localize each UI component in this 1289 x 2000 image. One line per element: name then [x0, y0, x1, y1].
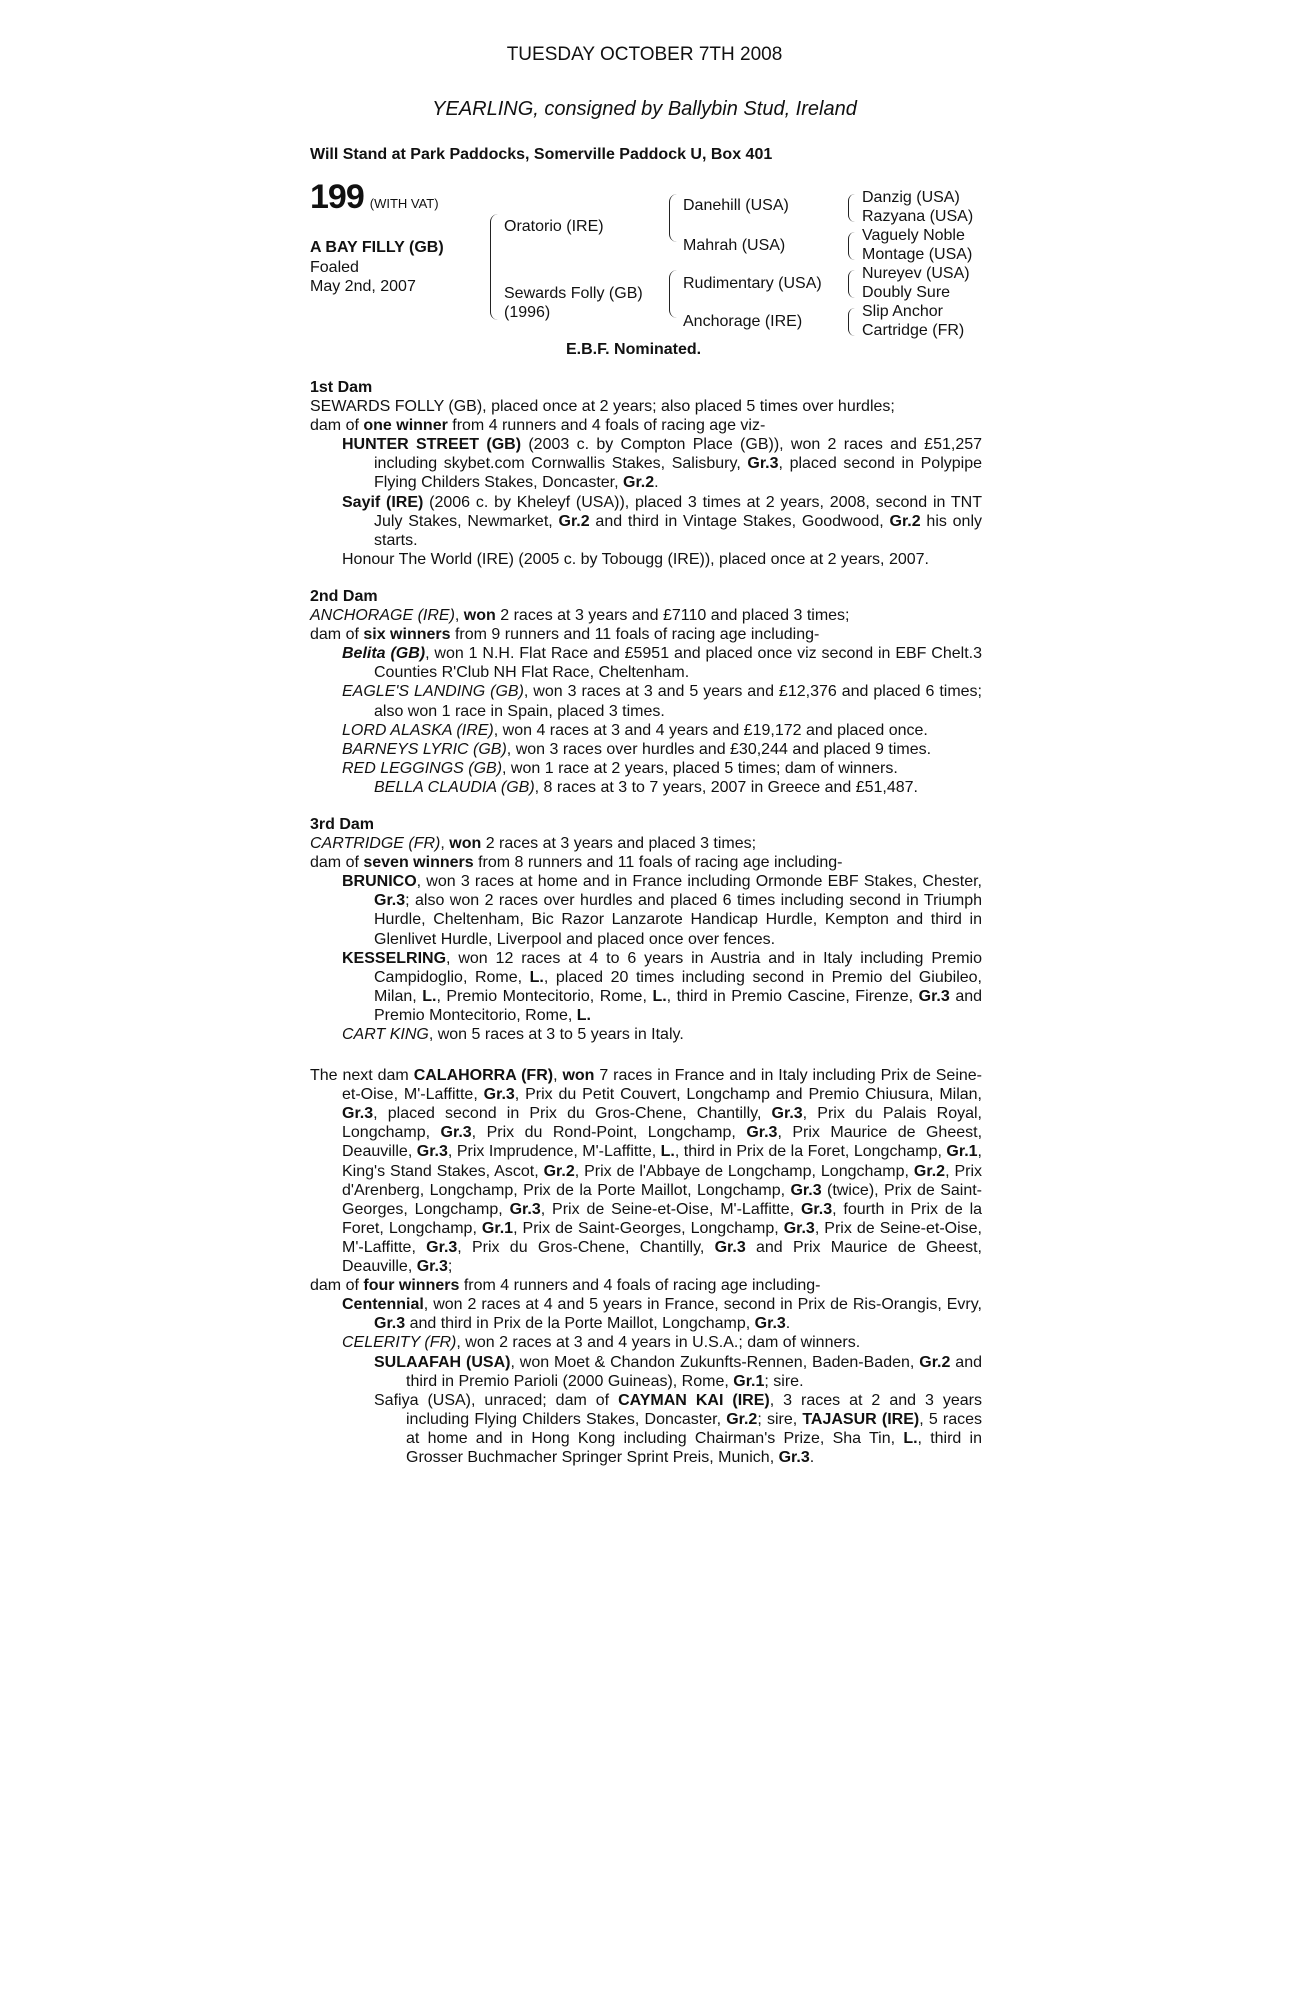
second-dam-summary: dam of six winners from 9 runners and 11 foals of racing age including- — [310, 626, 820, 644]
produce-entry: Centennial, won 2 races at 4 and 5 years in France, second in Prix de Ris-Orangis, Evry, Gr.3 and third in Prix de la Porte Maillot, Longchamp, Gr.3. — [342, 1296, 982, 1333]
pedigree-brace-main — [490, 214, 499, 320]
produce-entry: BRUNICO, won 3 races at home and in France including Ormonde EBF Stakes, Chester, Gr.3; also won 2 races over hurdles and placed 6 times including second in Triumph Hurdle, Cheltenham, Bic Razor Lanzarote Handicap Hurdle, Kempton and third in Glenlivet Hurdle, Liverpool and placed once over fences. — [342, 873, 982, 948]
pedigree-g7: Slip Anchor — [862, 303, 943, 320]
pedigree-dam-dam: Anchorage (IRE) — [683, 313, 803, 330]
grand-produce-entry: Safiya (USA), unraced; dam of CAYMAN KAI (IRE), 3 races at 2 and 3 years including Flying Childers Stakes, Doncaster, Gr.2; sire, TAJASUR (IRE), 5 races at home and in Hong Kong including Chairman's Prize, Sha Tin, L., third in Grosser Buchmacher Springer Sprint Preis, Munich, Gr.3. — [374, 1391, 982, 1466]
produce-entry: Sayif (IRE) (2006 c. by Kheleyf (USA)), placed 3 times at 2 years, 2008, second in TNT July Stakes, Newmarket, Gr.2 and third in Vintage Stakes, Goodwood, Gr.2 his only starts. — [342, 493, 983, 549]
produce-record — [310, 378, 982, 1467]
produce-entry: HUNTER STREET (GB) (2003 c. by Compton Place (GB)), won 2 races and £51,257 including skybet.com Cornwallis Stakes, Salisbury, Gr.3, placed second in Polypipe Flying Childers Stakes, Doncaster, Gr.2. — [342, 436, 983, 492]
consignment-line: YEARLING, consigned by Ballybin Stud, Ireland — [432, 98, 857, 120]
produce-entry: LORD ALASKA (IRE), won 4 races at 3 and 4 years and £19,172 and placed once. — [342, 721, 928, 739]
pedigree-g3: Vaguely Noble — [862, 227, 965, 244]
sale-date: TUESDAY OCTOBER 7TH 2008 — [506, 44, 783, 65]
pedigree-g5: Nureyev (USA) — [862, 265, 970, 282]
first-dam-summary: dam of one winner from 4 runners and 4 foals of racing age viz- — [310, 417, 766, 435]
vat-note: (WITH VAT) — [369, 196, 439, 211]
pedigree-sire: Oratorio (IRE) — [504, 218, 604, 235]
second-dam-heading: 2nd Dam — [310, 587, 378, 605]
pedigree-brace-g2 — [848, 232, 855, 260]
pedigree-g4: Montage (USA) — [862, 246, 973, 263]
pedigree-brace-g1 — [848, 194, 855, 222]
produce-entry: RED LEGGINGS (GB), won 1 race at 2 years, placed 5 times; dam of winners. — [342, 759, 898, 777]
pedigree-brace-g4 — [848, 308, 855, 336]
first-dam-line: SEWARDS FOLLY (GB), placed once at 2 years; also placed 5 times over hurdles; — [310, 398, 895, 416]
pedigree-sire-dam: Mahrah (USA) — [683, 237, 786, 254]
pedigree-g2: Razyana (USA) — [862, 208, 974, 225]
produce-entry: BARNEYS LYRIC (GB), won 3 races over hurdles and £30,244 and placed 9 times. — [342, 740, 932, 758]
second-dam-line: ANCHORAGE (IRE), won 2 races at 3 years and £7110 and placed 3 times; — [310, 607, 850, 625]
produce-entry: Belita (GB), won 1 N.H. Flat Race and £5951 and placed once viz second in EBF Chelt.3 Counties R'Club NH Flat Race, Cheltenham. — [342, 645, 983, 682]
section-gap — [310, 1044, 982, 1062]
pedigree-brace-sire — [669, 194, 677, 242]
pedigree-g1: Danzig (USA) — [862, 189, 960, 206]
stand-location: Will Stand at Park Paddocks, Somerville Paddock U, Box 401 — [310, 146, 773, 163]
next-dam-summary: dam of four winners from 4 runners and 4 foals of racing age including- — [310, 1277, 821, 1295]
produce-entry: BELLA CLAUDIA (GB), 8 races at 3 to 7 years, 2007 in Greece and £51,487. — [374, 778, 918, 796]
third-dam-line: CARTRIDGE (FR), won 2 races at 3 years and placed 3 times; — [310, 835, 757, 853]
lot-number-block — [310, 178, 439, 216]
produce-entry: CART KING, won 5 races at 3 to 5 years in Italy. — [342, 1026, 684, 1043]
pedigree-dam-sire: Rudimentary (USA) — [683, 275, 822, 292]
foaled-label: Foaled — [310, 259, 359, 276]
pedigree-g8: Cartridge (FR) — [862, 322, 965, 339]
pedigree-g6: Doubly Sure — [862, 284, 951, 301]
pedigree-brace-g3 — [848, 270, 855, 298]
pedigree-sire-sire: Danehill (USA) — [683, 197, 789, 214]
lot-description: A BAY FILLY (GB) — [310, 239, 444, 256]
foaled-date: May 2nd, 2007 — [310, 278, 416, 295]
third-dam-summary: dam of seven winners from 8 runners and 11 foals of racing age including- — [310, 854, 843, 872]
produce-entry: EAGLE'S LANDING (GB), won 3 races at 3 and 5 years and £12,376 and placed 6 times; also won 1 race in Spain, placed 3 times. — [342, 683, 983, 720]
lot-number: 199 — [310, 178, 364, 216]
pedigree-brace-dam — [669, 270, 677, 318]
lot-header — [310, 178, 1010, 358]
produce-entry: Honour The World (IRE) (2005 c. by Tobougg (IRE)), placed once at 2 years, 2007. — [342, 550, 929, 568]
produce-entry: CELERITY (FR), won 2 races at 3 and 4 years in U.S.A.; dam of winners. — [342, 1334, 861, 1352]
next-dam-paragraph: The next dam CALAHORRA (FR), won 7 races in France and in Italy including Prix de Seine-et-Oise, M'-Laffitte, Gr.3, Prix du Petit Couvert, Longchamp and Premio Chiusura, Milan, Gr.3, placed second in Prix du Gros-Chene, Chantilly, Gr.3, Prix du Palais Royal, Longchamp, Gr.3, Prix du Rond-Point, Longchamp, Gr.3, Prix Maurice de Gheest, Deauville, Gr.3, Prix Imprudence, M'-Laffitte, L., third in Prix de la Foret, Longchamp, Gr.1, King's Stand Stakes, Ascot, Gr.2, Prix de l'Abbaye de Longchamp, Longchamp, Gr.2, Prix d'Arenberg, Longchamp, Prix de la Porte Maillot, Longchamp, Gr.3 (twice), Prix de Saint-Georges, Longchamp, Gr.3, Prix de Seine-et-Oise, M'-Laffitte, Gr.3, fourth in Prix de la Foret, Longchamp, Gr.1, Prix de Saint-Georges, Longchamp, Gr.3, Prix de Seine-et-Oise, M'-Laffitte, Gr.3, Prix du Gros-Chene, Chantilly, Gr.3 and Prix Maurice de Gheest, Deauville, Gr.3; — [310, 1067, 983, 1276]
first-dam-heading: 1st Dam — [310, 379, 373, 396]
ebf-nominated: E.B.F. Nominated. — [566, 341, 702, 358]
third-dam-heading: 3rd Dam — [310, 815, 375, 833]
pedigree-dam-year: (1996) — [504, 304, 551, 321]
pedigree-dam: Sewards Folly (GB) — [504, 285, 643, 302]
produce-entry: KESSELRING, won 12 races at 4 to 6 years in Austria and in Italy including Premio Campidoglio, Rome, L., placed 20 times including second in Premio del Giubileo, Milan, L., Premio Montecitorio, Rome, L., third in Premio Cascine, Firenze, Gr.3 and Premio Montecitorio, Rome, L. — [342, 949, 983, 1024]
grand-produce-entry: SULAAFAH (USA), won Moet & Chandon Zukunfts-Rennen, Baden-Baden, Gr.2 and third in Premio Parioli (2000 Guineas), Rome, Gr.1; sire. — [374, 1353, 982, 1390]
